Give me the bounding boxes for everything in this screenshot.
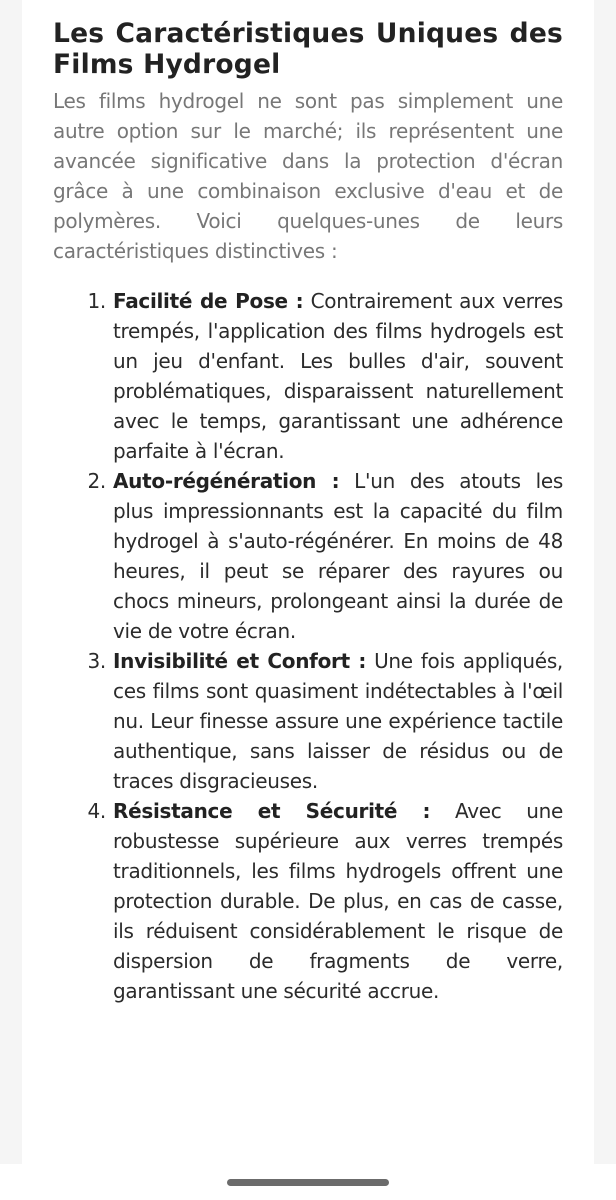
feature-term: Facilité de Pose : bbox=[113, 289, 304, 313]
intro-paragraph: Les films hydrogel ne sont pas simplement une autre option sur le marché; ils représentent une avancée significative dans la protection d'écran grâce à une combinaison exclusive d'eau et de polymères. Voici quelques-unes de leurs caractéristiques distinctives : bbox=[53, 89, 563, 263]
features-list bbox=[53, 286, 563, 1006]
feature-item bbox=[112, 646, 563, 796]
feature-description: L'un des atouts les plus impressionnants est la capacité du film hydrogel à s'auto-régénérer. En moins de 48 heures, il peut se réparer des rayures ou chocs mineurs, prolongeant ainsi la durée de vie de votre écran. bbox=[113, 469, 563, 643]
feature-item bbox=[112, 796, 563, 1006]
feature-term: Auto-régénération : bbox=[113, 469, 340, 493]
feature-description: Une fois appliqués, ces films sont quasiment indétectables à l'œil nu. Leur finesse assure une expérience tactile authentique, sans laisser de résidus ou de traces disgracieuses. bbox=[113, 649, 563, 793]
feature-item bbox=[112, 466, 563, 646]
home-indicator-handle[interactable] bbox=[227, 1179, 389, 1186]
feature-description: Avec une robustesse supérieure aux verres trempés traditionnels, les films hydrogels offrent une protection durable. De plus, en cas de casse, ils réduisent considérablement le risque de dispersion de fragments de verre, garantissant une sécurité accrue. bbox=[113, 799, 563, 1003]
feature-description: Contrairement aux verres trempés, l'application des films hydrogels est un jeu d'enfant. Les bulles d'air, souvent problématiques, disparaissent naturellement avec le temps, garantissant une adhérence parfaite à l'écran. bbox=[113, 289, 563, 463]
section-heading: Les Caractéristiques Uniques des Films Hydrogel bbox=[53, 18, 563, 80]
feature-item bbox=[112, 286, 563, 466]
article-content bbox=[53, 18, 563, 1006]
feature-term: Résistance et Sécurité : bbox=[113, 799, 431, 823]
feature-term: Invisibilité et Confort : bbox=[113, 649, 367, 673]
article-card bbox=[22, 0, 594, 1164]
